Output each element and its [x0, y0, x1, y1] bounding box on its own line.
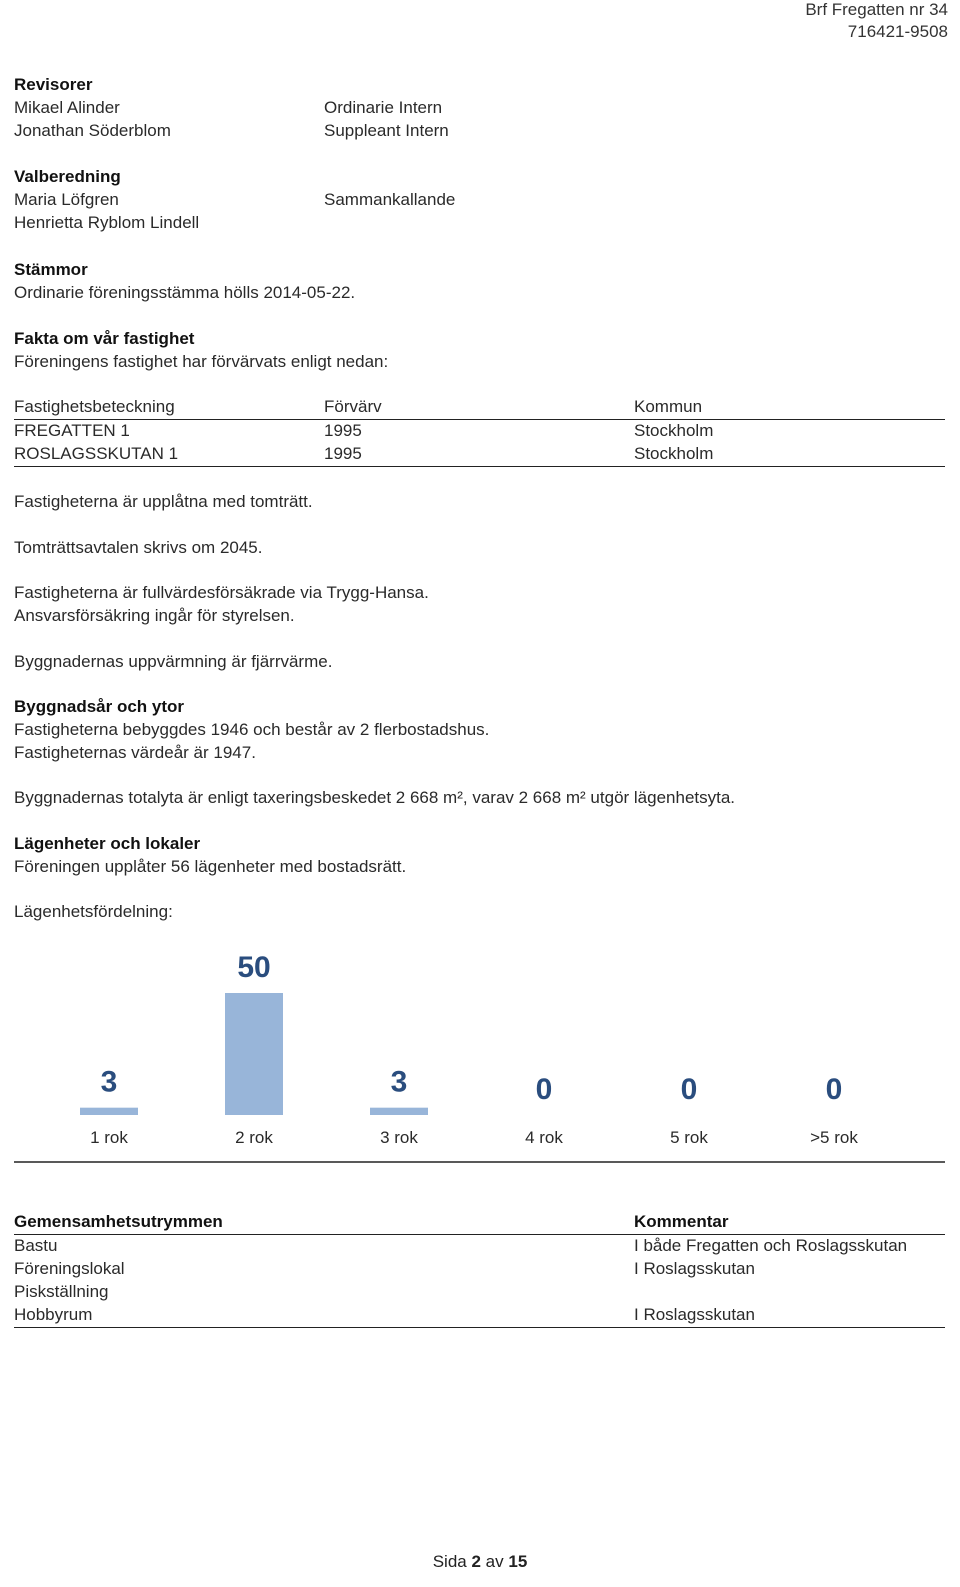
data-label: 0: [825, 1073, 843, 1106]
valberedning-name: Henrietta Ryblom Lindell: [14, 213, 200, 232]
byggnadsar-area: Byggnadernas totalyta är enligt taxeringsbeskedet 2 668 m², varav 2 668 m² utgör lägenhetsyta.: [14, 788, 736, 807]
lagenheter-heading: Lägenheter och lokaler: [14, 834, 201, 853]
header-org-number: 716421-9508: [847, 22, 948, 41]
stammor-heading: Stämmor: [14, 260, 88, 279]
table-header: Gemensamhetsutrymmen: [14, 1212, 223, 1231]
footer-mid: av: [485, 1552, 504, 1571]
table-cell: I både Fregatten och Roslagsskutan: [634, 1236, 908, 1255]
footer-page-number: 2: [471, 1552, 481, 1571]
table-cell: FREGATTEN 1: [14, 421, 130, 440]
stammor-text: Ordinarie föreningsstämma hölls 2014-05-22.: [14, 283, 356, 302]
byggnadsar-heading: Byggnadsår och ytor: [14, 697, 185, 716]
table-header: Fastighetsbeteckning: [14, 397, 175, 416]
apartment-distribution-chart: [0, 940, 960, 1170]
footer-prefix: Sida: [432, 1552, 467, 1571]
table-header: Förvärv: [324, 397, 382, 416]
data-label: 0: [535, 1073, 553, 1106]
table-cell: 1995: [324, 421, 362, 440]
table-cell: 1995: [324, 444, 362, 463]
table-divider: [14, 419, 945, 420]
valberedning-role: Sammankallande: [324, 190, 456, 209]
fakta-forsakring: Fastigheterna är fullvärdesförsäkrade via Trygg-Hansa.: [14, 583, 429, 602]
fakta-ansvarsforsakring: Ansvarsförsäkring ingår för styrelsen.: [14, 606, 295, 625]
table-header: Kommun: [634, 397, 703, 416]
table-divider: [14, 1327, 945, 1328]
fakta-uppvarmning: Byggnadernas uppvärmning är fjärrvärme.: [14, 652, 333, 671]
table-divider: [14, 1234, 945, 1235]
data-label: 3: [100, 1065, 118, 1099]
data-label: 50: [237, 951, 271, 984]
category-label: 4 rok: [525, 1128, 563, 1147]
revisor-name: Mikael Alinder: [14, 98, 120, 117]
page-footer: [0, 1552, 960, 1572]
revisor-name: Jonathan Söderblom: [14, 121, 171, 140]
data-label: 0: [680, 1073, 698, 1106]
footer-total-pages: 15: [508, 1552, 528, 1571]
category-label: 5 rok: [670, 1128, 708, 1147]
valberedning-heading: Valberedning: [14, 167, 121, 186]
fakta-intro: Föreningens fastighet har förvärvats enligt nedan:: [14, 352, 389, 371]
bar-1rok: [80, 1108, 138, 1115]
lagenheter-text: Föreningen upplåter 56 lägenheter med bostadsrätt.: [14, 857, 407, 876]
table-cell: Bastu: [14, 1236, 58, 1255]
bar-2rok: [225, 993, 283, 1115]
table-cell: Hobbyrum: [14, 1305, 93, 1324]
byggnadsar-line: Fastigheterna bebyggdes 1946 och består av 2 flerbostadshus.: [14, 720, 490, 739]
data-label: 3: [390, 1065, 408, 1099]
table-header: Kommentar: [634, 1212, 729, 1231]
bar-3rok: [370, 1108, 428, 1115]
category-label: >5 rok: [810, 1128, 858, 1147]
revisor-role: Suppleant Intern: [324, 121, 449, 140]
category-label: 1 rok: [90, 1128, 128, 1147]
fakta-heading: Fakta om vår fastighet: [14, 329, 195, 348]
table-cell: I Roslagsskutan: [634, 1259, 755, 1278]
byggnadsar-line: Fastigheternas värdeår är 1947.: [14, 743, 256, 762]
category-label: 3 rok: [380, 1128, 418, 1147]
fakta-tomtratt: Fastigheterna är upplåtna med tomträtt.: [14, 492, 313, 511]
table-divider: [14, 466, 945, 467]
table-cell: Föreningslokal: [14, 1259, 125, 1278]
lagenhetsfordelning-label: Lägenhetsfördelning:: [14, 902, 173, 921]
revisor-role: Ordinarie Intern: [324, 98, 443, 117]
table-cell: Stockholm: [634, 444, 714, 463]
fakta-tomtrattsavtal: Tomträttsavtalen skrivs om 2045.: [14, 538, 263, 557]
header-org-name: Brf Fregatten nr 34: [805, 0, 948, 19]
category-label: 2 rok: [235, 1128, 273, 1147]
valberedning-name: Maria Löfgren: [14, 190, 119, 209]
table-cell: Stockholm: [634, 421, 714, 440]
table-cell: ROSLAGSSKUTAN 1: [14, 444, 179, 463]
table-cell: I Roslagsskutan: [634, 1305, 755, 1324]
table-cell: Piskställning: [14, 1282, 109, 1301]
revisorer-heading: Revisorer: [14, 75, 93, 94]
